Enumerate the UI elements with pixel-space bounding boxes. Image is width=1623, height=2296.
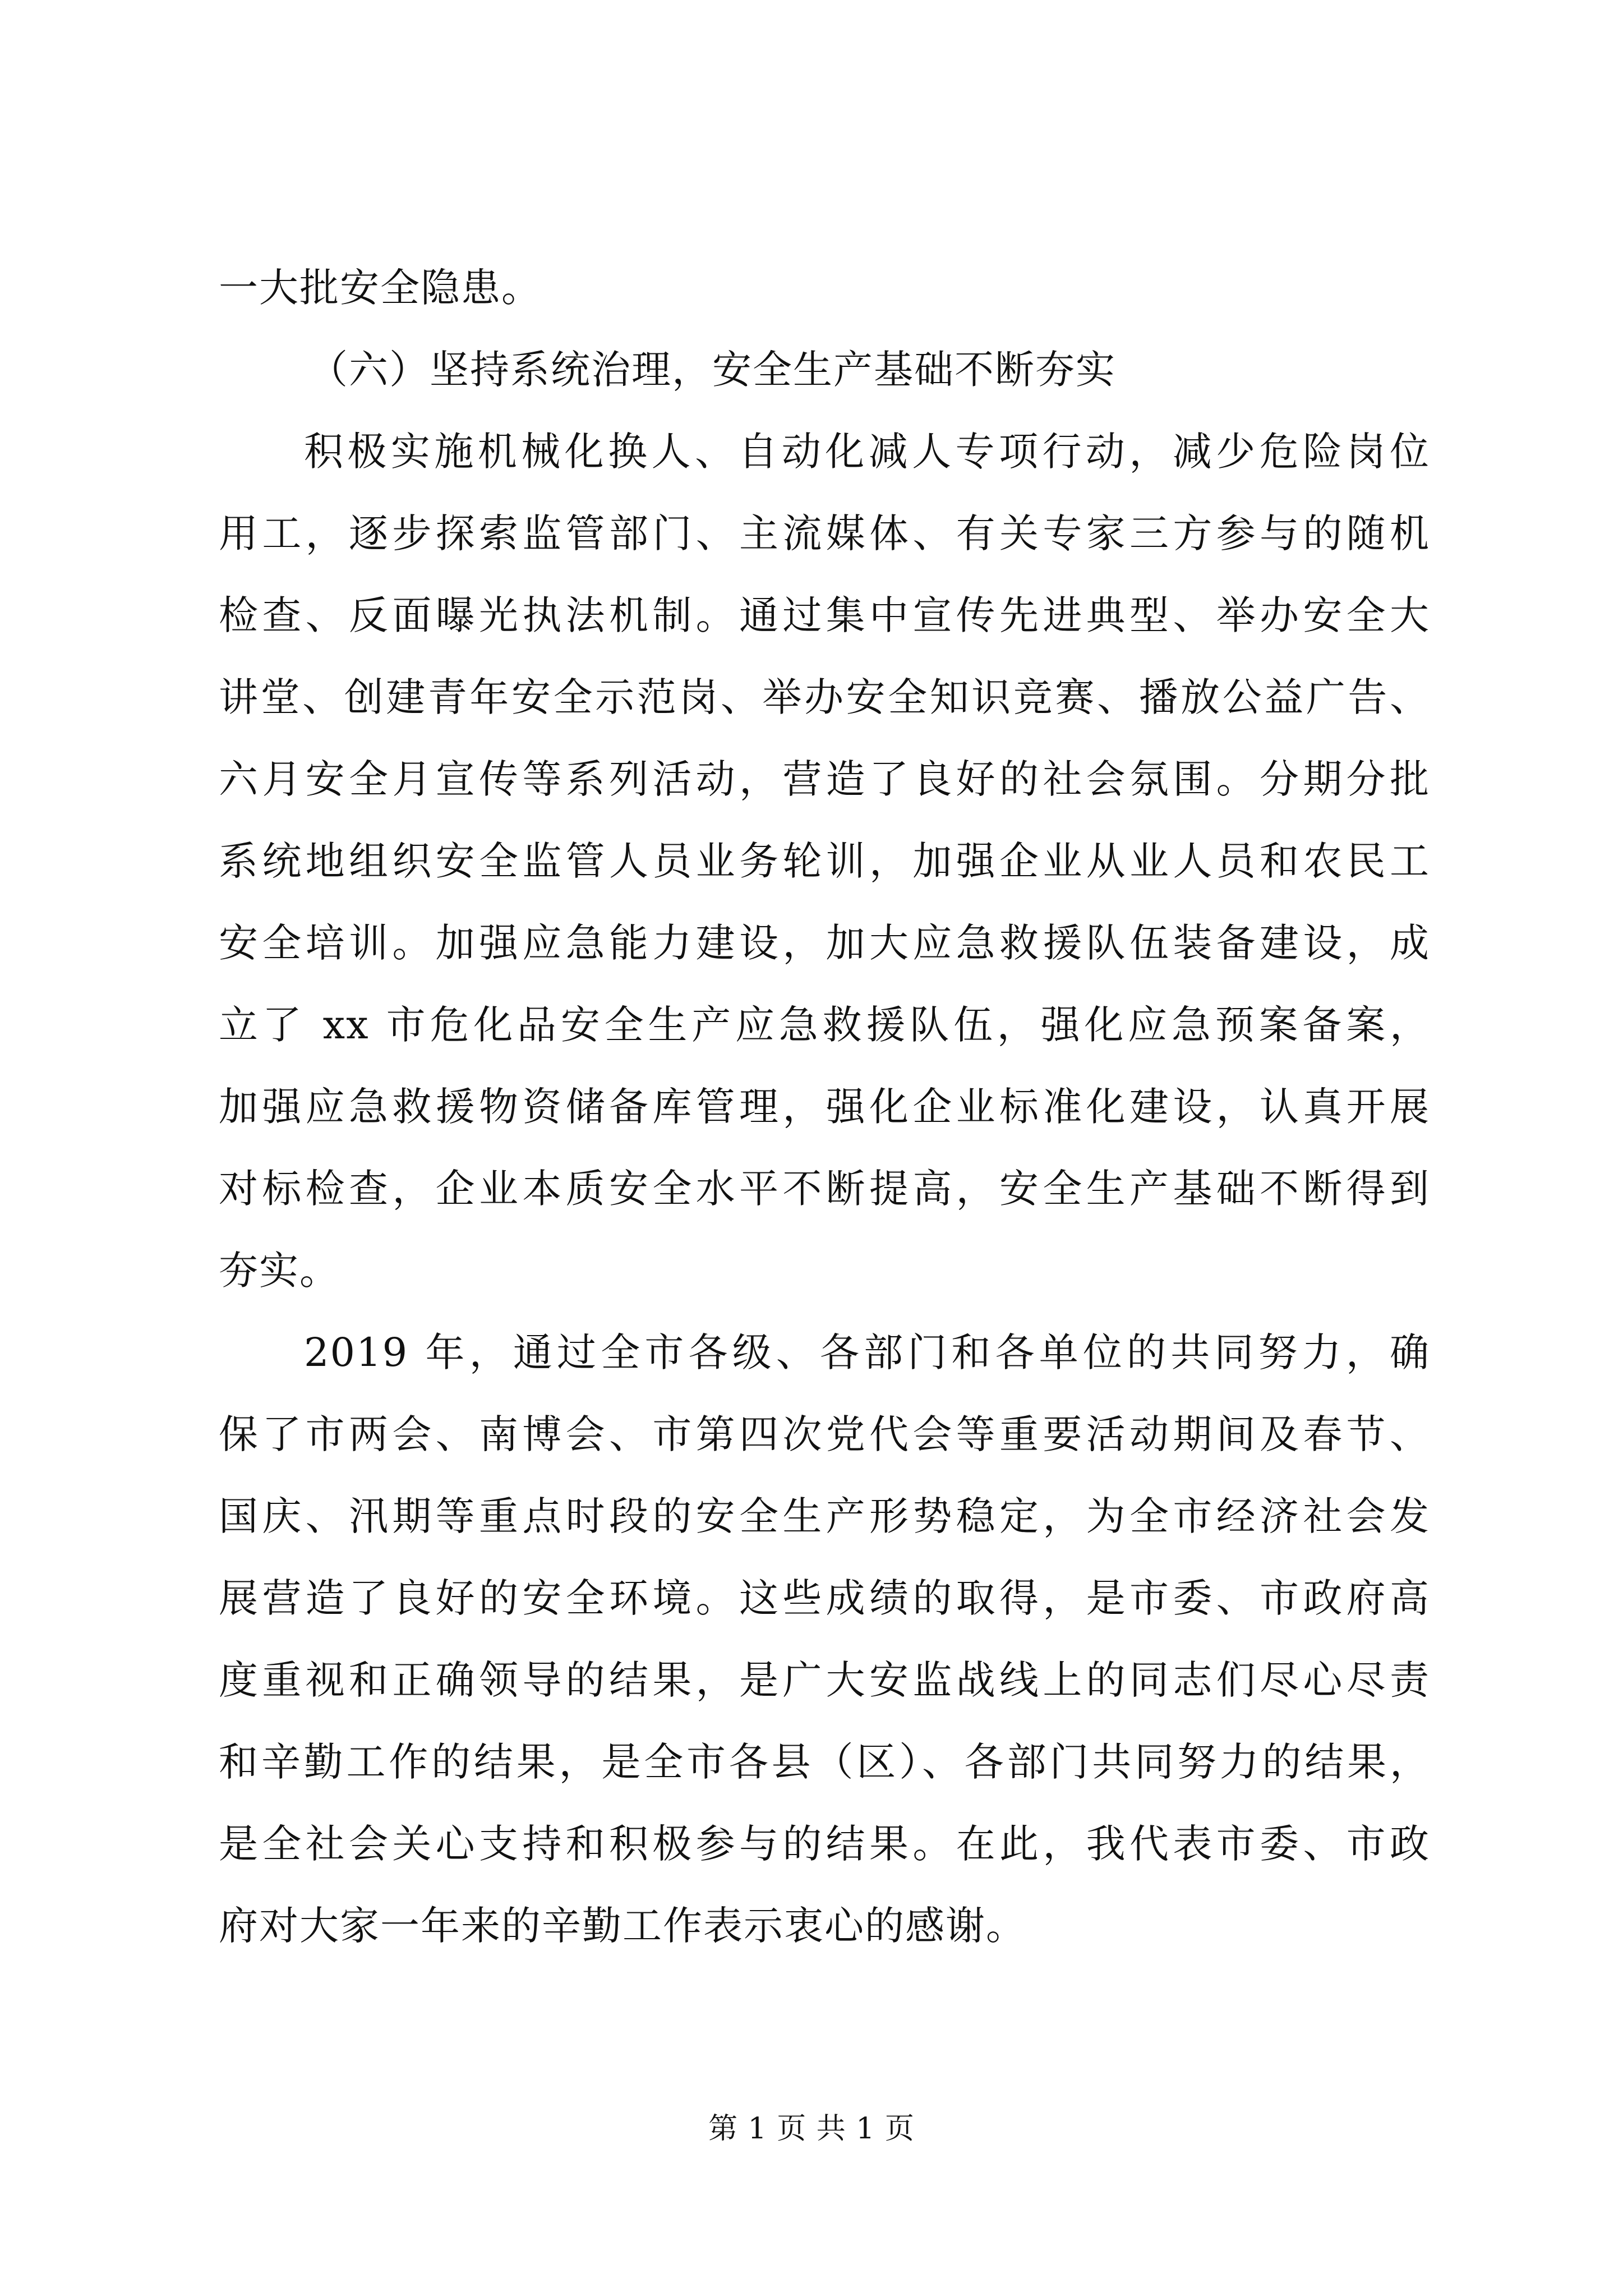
text-line: 用工，逐步探索监管部门、主流媒体、有关专家三方参与的随机 — [219, 510, 1430, 556]
text-line: 夯实。 — [219, 1248, 340, 1294]
text-line: 府对大家一年来的辛勤工作表示衷心的感谢。 — [219, 1903, 1026, 1949]
text-line: 加强应急救援物资储备库管理，强化企业标准化建设，认真开展 — [219, 1084, 1430, 1130]
text-line: 保了市两会、南博会、市第四次党代会等重要活动期间及春节、 — [219, 1411, 1430, 1457]
text-line: 六月安全月宣传等系列活动，营造了良好的社会氛围。分期分批 — [219, 756, 1430, 802]
text-line: 积极实施机械化换人、自动化减人专项行动，减少危险岗位 — [304, 429, 1430, 475]
text-line: 对标检查，企业本质安全水平不断提高，安全生产基础不断得到 — [219, 1166, 1430, 1212]
text-line: 度重视和正确领导的结果，是广大安监战线上的同志们尽心尽责 — [219, 1657, 1430, 1703]
document-body — [219, 247, 1430, 1967]
text-line: 立了 xx 市危化品安全生产应急救援队伍，强化应急预案备案， — [219, 1002, 1430, 1048]
text-line: 和辛勤工作的结果，是全市各县（区）、各部门共同努力的结果， — [219, 1739, 1430, 1785]
text-line: 2019 年，通过全市各级、各部门和各单位的共同努力，确 — [304, 1329, 1430, 1375]
text-line: 检查、反面曝光执法机制。通过集中宣传先进典型、举办安全大 — [219, 592, 1430, 638]
text-line: 系统地组织安全监管人员业务轮训，加强企业从业人员和农民工 — [219, 838, 1430, 884]
text-line: 安全培训。加强应急能力建设，加大应急救援队伍装备建设，成 — [219, 920, 1430, 966]
text-line: 一大批安全隐患。 — [219, 265, 542, 311]
page-footer: 第 1 页 共 1 页 — [708, 2112, 915, 2146]
text-line: 展营造了良好的安全环境。这些成绩的取得，是市委、市政府高 — [219, 1575, 1430, 1621]
text-line: 是全社会关心支持和积极参与的结果。在此，我代表市委、市政 — [219, 1821, 1430, 1867]
text-line: 国庆、汛期等重点时段的安全生产形势稳定，为全市经济社会发 — [219, 1493, 1430, 1539]
text-line: 讲堂、创建青年安全示范岗、举办安全知识竞赛、播放公益广告、 — [219, 674, 1430, 720]
section-heading: （六）坚持系统治理，安全生产基础不断夯实 — [308, 347, 1116, 393]
